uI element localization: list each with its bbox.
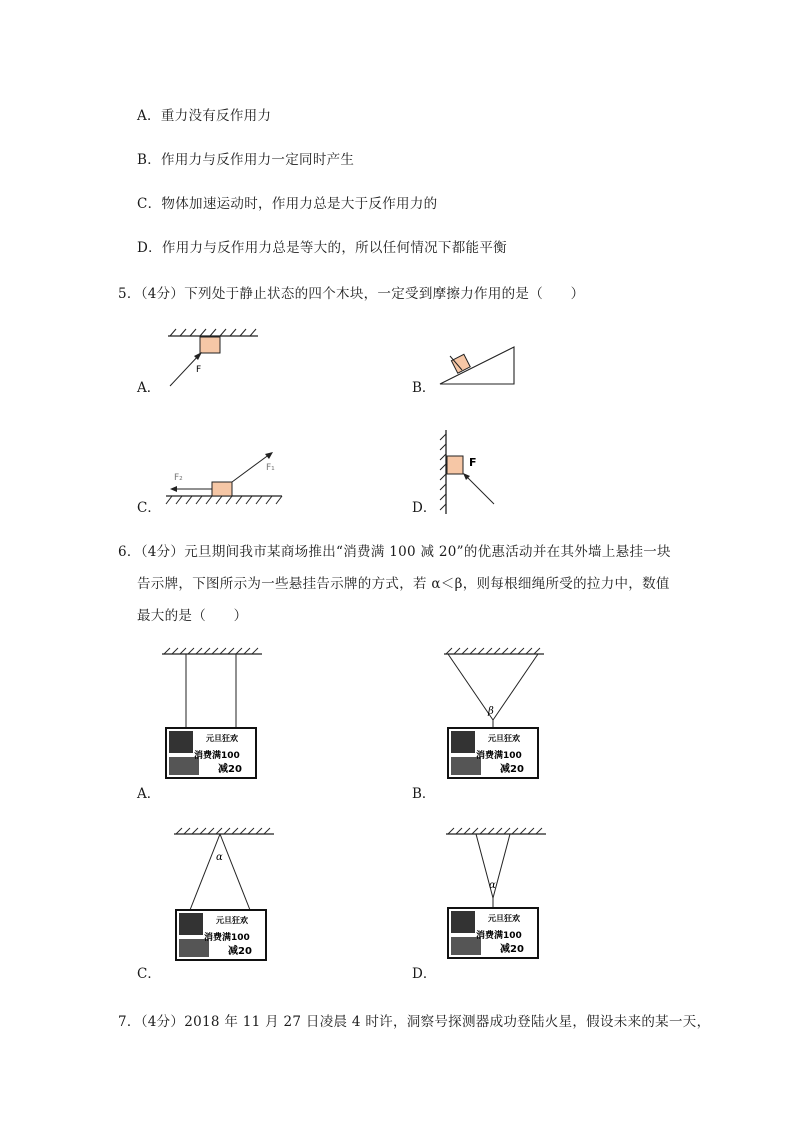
- q4-option-b: B．作用力与反作用力一定同时产生: [137, 152, 355, 168]
- svg-text:消费满100: 消费满100: [476, 751, 522, 761]
- promo-sign: [448, 908, 538, 958]
- q5-figure-b: [436, 344, 521, 386]
- q4-option-c: C．物体加速运动时，作用力总是大于反作用力的: [137, 196, 438, 212]
- q6-label-c: C．: [137, 966, 161, 982]
- svg-text:减20: 减20: [500, 944, 524, 955]
- q6-figure-d: [440, 828, 552, 964]
- promo-sign: [176, 910, 266, 960]
- angle-beta-label: β: [488, 706, 494, 717]
- angle-alpha-label: α: [489, 880, 496, 891]
- svg-text:减20: 减20: [218, 764, 242, 775]
- q6-figure-a: [158, 648, 268, 780]
- svg-text:减20: 减20: [500, 764, 524, 775]
- force-f-label: F: [196, 365, 202, 375]
- q6-stem-line3: 最大的是（ ）: [137, 608, 248, 624]
- q6-label-d: D．: [412, 966, 437, 982]
- force-f2-label: F₂: [174, 473, 183, 483]
- svg-text:减20: 减20: [228, 946, 252, 957]
- q5-figure-a: [160, 328, 270, 393]
- q7-stem: 7．（4分）2018 年 11 月 27 日凌晨 4 时许，洞察号探测器成功登陆火星，假设未来的某一天，: [118, 1014, 711, 1030]
- svg-text:元旦狂欢: 元旦狂欢: [488, 734, 520, 743]
- q5-label-b: B．: [412, 380, 436, 396]
- q5-label-d: D．: [412, 500, 437, 516]
- q4-option-d: D．作用力与反作用力总是等大的，所以任何情况下都能平衡: [137, 240, 507, 256]
- q6-label-b: B．: [412, 786, 436, 802]
- angle-alpha-label: α: [216, 852, 223, 863]
- q5-figure-d: [438, 428, 503, 516]
- q4-option-a: A．重力没有反作用力: [137, 108, 272, 124]
- q6-stem-line1: 6．（4分）元旦期间我市某商场推出“消费满 100 减 20”的优惠活动并在其外墙上悬挂一块: [118, 544, 671, 560]
- q5-label-a: A．: [137, 380, 161, 396]
- q6-figure-b: [440, 648, 550, 780]
- q6-stem-line2: 告示牌，下图所示为一些悬挂告示牌的方式，若 α＜β，则每根细绳所受的拉力中，数值: [137, 576, 670, 592]
- promo-sign: [166, 728, 256, 778]
- svg-text:元旦狂欢: 元旦狂欢: [206, 734, 238, 743]
- q5-label-c: C．: [137, 500, 161, 516]
- q6-label-a: A．: [137, 786, 161, 802]
- q6-figure-c: [168, 828, 280, 964]
- svg-text:元旦狂欢: 元旦狂欢: [488, 914, 520, 923]
- q5-stem: 5．（4分）下列处于静止状态的四个木块，一定受到摩擦力作用的是（ ）: [118, 286, 585, 302]
- force-f-label: F: [469, 456, 477, 469]
- force-f1-label: F₁: [266, 463, 275, 473]
- svg-text:消费满100: 消费满100: [204, 933, 250, 943]
- svg-text:消费满100: 消费满100: [194, 751, 240, 761]
- svg-text:元旦狂欢: 元旦狂欢: [216, 916, 248, 925]
- svg-text:消费满100: 消费满100: [476, 931, 522, 941]
- q5-figure-c: [162, 448, 287, 508]
- promo-sign: [448, 728, 538, 778]
